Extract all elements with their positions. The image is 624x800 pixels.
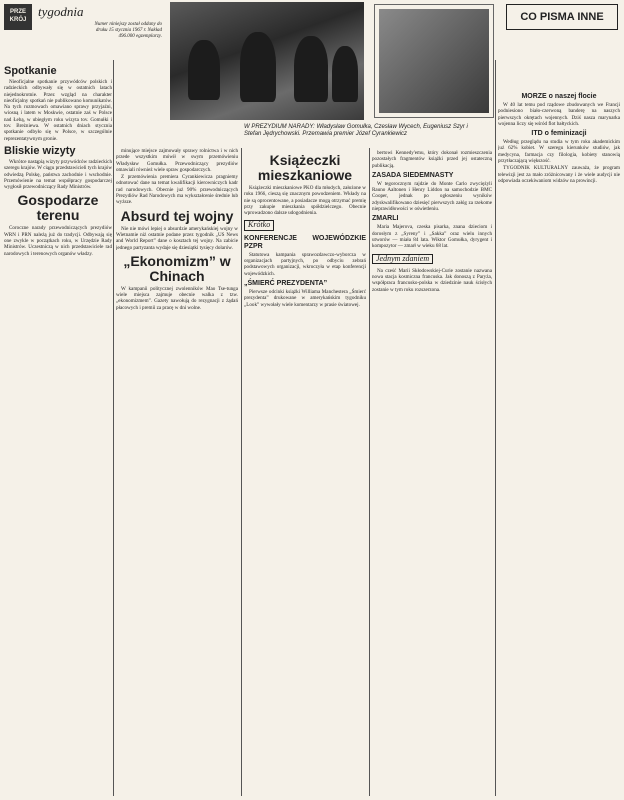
headline-absurd: Absurd tej wojny	[120, 207, 234, 224]
photo-figure	[332, 46, 358, 102]
article-text: Na cześć Marii Skłodowskiej-Curie zostanie nazwana nowa stacja kosmiczna francuska. Jak donoszą z Paryża, współpraca francusko-polska w dziedzinie nauk ścisłych zostanie w tym roku rozszerzona.	[372, 267, 492, 293]
article-text: bertowi Kennedy'emu, który dokonał rozmieszczenia pozostałych fragmentów książki przed jej ostateczną publikacją.	[372, 150, 492, 169]
column-rule	[369, 148, 370, 796]
jednym-zdaniem-label: Jednym zdaniem	[372, 254, 433, 264]
headline-spotkanie: Spotkanie	[4, 65, 57, 77]
article-text: Książeczki mieszkaniowe PKO dla młodych, założone w roku 1966, cieszą się znacznym powodzeniem. Wkłady na nie są oprocentowane, a posiadacze mogą otrzymać premię przy zakupie mieszkania spółdzielczego. Obecnie wprowadzono dalsze udogodnienia.	[244, 185, 366, 217]
headline-zasada: ZASADA SIEDEMNASTY	[372, 171, 454, 179]
article-text: Wkrótce nastąpią wizyty przywódców radzieckich szeregu krajów. W ciągu przedstawicieli tych krajów odwiedzą Polskę, państwa zachodnie i wschodnie. Przemówienie na temat współpracy gospodarczej wygłosił przewodniczący Rady Ministrów.	[4, 158, 112, 191]
column-rule	[241, 148, 242, 796]
photo-figure	[188, 40, 220, 100]
column-3	[244, 150, 366, 796]
section-title: tygodnia	[38, 4, 84, 19]
headline-gospodarze-terenu: Gospodarze terenu	[17, 192, 99, 224]
article-text: Coroczne narady przewodniczących prezydiów WRN i PRN należą już do tradycji. Odbywają się one zwykle w początkach roku, w Urzędzie Rady Ministrów. Uczestniczą w nich przedstawiciele rad narodowych i terenowych organów władzy.	[4, 225, 112, 257]
headline-zmarli: ZMARLI	[372, 215, 399, 223]
headline-itd: ITD o feminizacji	[531, 130, 587, 138]
headline-ekonomizm: „Ekonomizm” w Chinach	[123, 252, 231, 284]
column-rule	[495, 60, 496, 796]
przekroj-logo: PRZE KRÓJ	[4, 4, 32, 30]
small-photo-frame	[374, 4, 494, 118]
headline-bliskie-wizyty: Bliskie wizyty	[4, 144, 76, 157]
small-photo	[379, 9, 489, 113]
krotko-label: Krótko	[244, 220, 274, 230]
article-text: minujące miejsce zajmowały sprawy rolnictwa i w nich przede wszystkim mówił w swym przemówieniu Władysław Gomułka. Przewodniczący prezydiów omawiali również wiele spraw gospodarczych.	[116, 148, 238, 173]
article-text: W 40 lat temu pod rządowe zbudowanych we Francji podniesiono biało-czerwoną banderę na naszych pierwszych okrętach wojennych. Dziś nasza marynarka wojenna liczy się wśród flot bałtyckich.	[498, 102, 620, 127]
article-text: Nie nie mówi lepiej o absurdzie amerykańskiej wojny w Wietnamie niż ostatnie podane przez tygodnik „US News and World Report” dane o kosztach tej wojny. Na zabicie jednego partyzanta wydaje się dziesiątki tysięcy dolarów.	[116, 225, 238, 251]
column-1	[4, 62, 112, 796]
print-notice: Numer niniejszy został oddany do druku 15 stycznia 1967 r. Nakład 496.000 egzemplarzy.	[94, 22, 162, 39]
article-text: TYGODNIK KULTURALNY zauważa, że program telewizji jest za mało zróżnicowany i że wiele audycji nie odpowiada oczekiwaniom widzów na prowincji.	[498, 165, 620, 184]
column-5	[498, 90, 620, 796]
article-text: Pierwsze odcinki książki Williama Manchestera „Śmierć prezydenta” drukowane w amerykańskim tygodniku „Look” wywołały wiele komentarzy w prasie światowej.	[244, 288, 366, 308]
article-text: Z przemówienia premiera Cyrankiewicza pragniemy odnotować dane na temat kwalifikacji kierowniczych kadr rad narodowych. Obecnie już 90% przewodniczących Prezydiów Rad Narodowych ma wykształcenie średnie lub wyższe.	[116, 174, 238, 206]
photo-figure	[294, 36, 328, 102]
column-4	[372, 150, 492, 796]
headline-ksiazeczki: Książeczki mieszkaniowe	[257, 152, 353, 183]
headline-konferencje: KONFERENCJE WOJEWÓDZKIE PZPR	[244, 234, 366, 250]
column-2	[116, 148, 238, 796]
photo-figure	[240, 32, 276, 102]
article-text: Według przeglądu na studia w tym roku akademickim już 62% kobiet. W szeregu kierunków studiów, jak medycyna, farmacja czy filologia, kobiety stanowią przytłaczającą większość.	[498, 139, 620, 165]
column-rule	[113, 60, 114, 796]
conference-photo	[170, 2, 364, 120]
article-text: Statutowa kampania sprawozdawczo-wyborcza w organizacjach partyjnych, po odbyciu zebrań podstawowych organizacji, wkroczyła w etap konferencji wojewódzkich.	[244, 251, 366, 277]
co-pisma-inne-logo: CO PISMA INNE	[506, 4, 618, 30]
headline-smierc: „ŚMIERĆ PREZYDENTA”	[244, 279, 328, 287]
article-text: Nieoficjalne spotkanie przywódców polskich i radzieckich odbywały się w ostatnich latach niejednokrotnie. Przez wzgląd na charakter nieoficjalny spotkań nie publikowano komunikatów. Na tych rozmowach omawiano sprawy przyjaźni, wiosną i latem w Moskwie, ostatnie zaś w Polsce nad Łebą, w ubiegłym roku wizyta tov. Gomułki i tov. Breżniewa. W ostatnich dniach stycznia spotkanie odbyło się w Polsce, w szczególnie reprezentatywnym gronie.	[4, 79, 112, 142]
photo-caption: W PREZYDIUM NARADY: Władysław Gomułka, Czesław Wycech, Eugeniusz Szyr i Stefan Jędrychowski. Przemawia premier Józef Cyrankiewicz	[244, 124, 468, 137]
headline-morze: MORZE o naszej flocie	[521, 93, 597, 100]
article-text: Maria Majerova, czeska pisarka, znana dzieciom i dorosłym z „Syreny” i „Sakka” oraz wielu innych utworów — miała 84 lata. Wiktor Gomułka, dyrygent i kompozytor — zmarł w wieku 68 lat.	[372, 224, 492, 250]
article-text: W kampanii politycznej zwolenników Mao Tse-tunga wiele miejsca zajmuje obecnie walka z tzw. „ekonomizmem”. Gazety nawołują do rezygnacji z żądań płacowych i premii za pracę w dni wolne.	[116, 285, 238, 311]
article-text: W tegorocznym rajdzie do Monte Carlo zwyciężyli Rauno Aaltonen i Henry Liddon na samochodzie BMC Cooper, jednak po ogłoszeniu wyników zdyskwalifikowano dziesięć pierwszych załóg za rzekome nieprawidłowości w oświetleniu.	[372, 180, 492, 213]
